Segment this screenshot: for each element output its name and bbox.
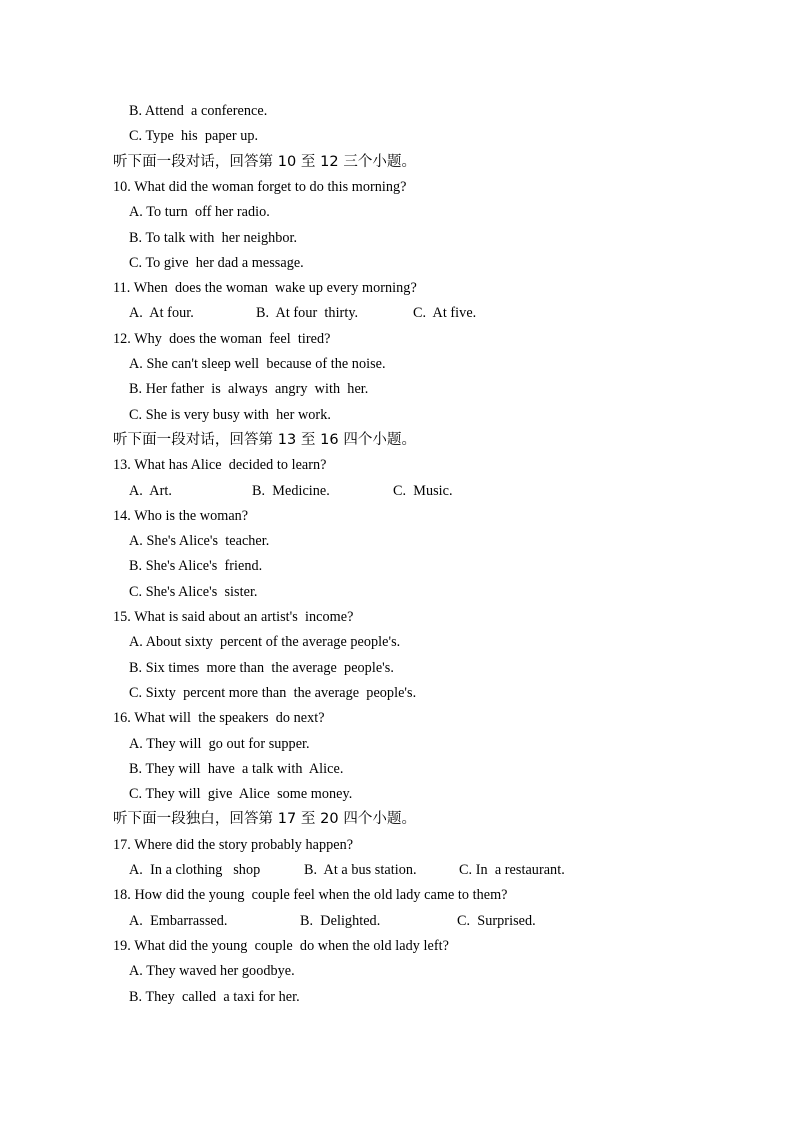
answer-option: B. Six times more than the average people's. (129, 659, 394, 676)
answer-option: B. At four thirty. (256, 305, 359, 322)
question-text: 16. What will the speakers do next? (113, 710, 325, 727)
question-text: 14. Who is the woman? (113, 507, 249, 524)
question-text: 12. Why does the woman feel tired? (113, 330, 331, 347)
answer-option: B. She's Alice's friend. (129, 558, 263, 575)
answer-option: A. She can't sleep well because of the noise. (129, 356, 386, 372)
section-instruction: 听下面一段对话，回答第 10 至 12 三个小题。 (113, 153, 417, 170)
question-text: 18. How did the young couple feel when the old lady came to them? (113, 887, 508, 904)
answer-option: A. To turn off her radio. (129, 204, 270, 221)
answer-option: A. They waved her goodbye. (129, 963, 295, 980)
answer-option: C. They will give Alice some money. (129, 786, 353, 803)
answer-option: B. Her father is always angry with her. (129, 381, 369, 398)
answer-option: C. Music. (393, 482, 453, 499)
question-text: 10. What did the woman forget to do this morning? (113, 178, 407, 195)
answer-option: B. They called a taxi for her. (129, 988, 300, 1005)
answer-option: B. To talk with her neighbor. (129, 229, 298, 246)
answer-option: C. At five. (413, 305, 477, 322)
question-text: 15. What is said about an artist's income? (113, 609, 354, 625)
answer-option: A. In a clothing shop (129, 862, 261, 878)
question-text: 19. What did the young couple do when the old lady left? (113, 937, 449, 954)
answer-option: B. Medicine. (252, 482, 330, 499)
answer-option: C. She is very busy with her work. (129, 406, 331, 423)
answer-option: A. She's Alice's teacher. (129, 533, 270, 550)
answer-option: B. They will have a talk with Alice. (129, 760, 344, 777)
answer-option: A. Embarrassed. (129, 912, 228, 929)
section-instruction: 听下面一段独白，回答第 17 至 20 四个小题。 (113, 811, 417, 828)
answer-option: B. Delighted. (300, 912, 381, 929)
answer-option: C. Sixty percent more than the average people's. (129, 684, 417, 701)
answer-option: B. At a bus station. (304, 862, 417, 878)
answer-option: B. Attend a conference. (129, 103, 268, 119)
answer-option: A. They will go out for supper. (129, 735, 310, 752)
answer-option: C. She's Alice's sister. (129, 583, 258, 600)
answer-option: A. At four. (129, 305, 194, 322)
answer-option: A. Art. (129, 482, 172, 499)
answer-option: C. Type his paper up. (129, 128, 259, 145)
question-text: 17. Where did the story probably happen? (113, 836, 354, 853)
answer-option: C. To give her dad a message. (129, 254, 304, 271)
answer-option: C. In a restaurant. (459, 862, 565, 878)
answer-option: C. Surprised. (457, 912, 536, 929)
question-text: 11. When does the woman wake up every morning? (113, 280, 417, 297)
section-instruction: 听下面一段对话，回答第 13 至 16 四个小题。 (113, 431, 417, 448)
question-text: 13. What has Alice decided to learn? (113, 457, 327, 474)
answer-option: A. About sixty percent of the average people's. (129, 634, 401, 651)
